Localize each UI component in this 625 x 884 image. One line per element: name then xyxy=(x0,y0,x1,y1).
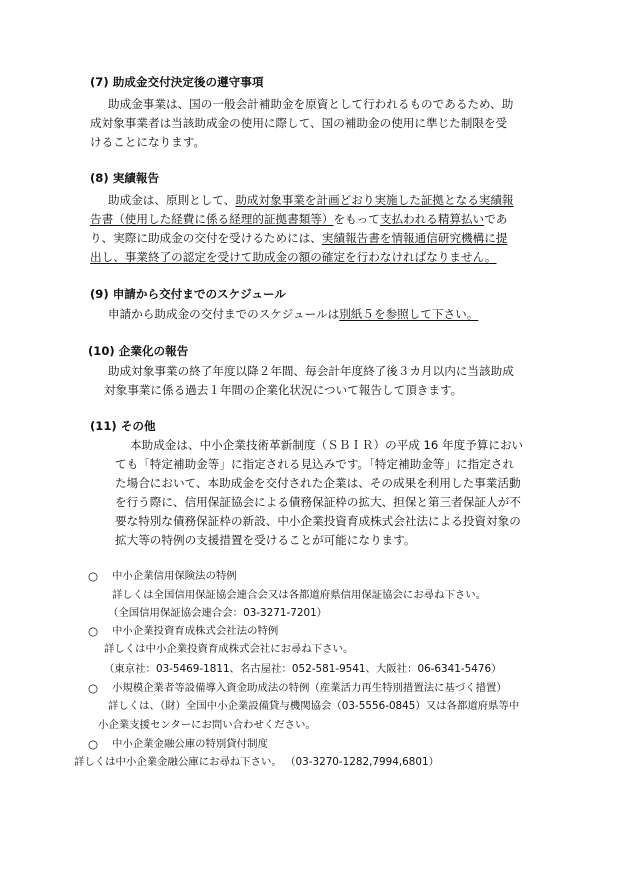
section-7-heading: (7) 助成金交付決定後の遵守事項 xyxy=(90,75,264,89)
section-11-line-3: た場合において、本助成金を交付された企業は、その成果を利用した事業活動 xyxy=(115,476,521,490)
section-7-line-2: 成対象事業者は当該助成金の使用に際して、国の補助金の使用に準じた制限を受 xyxy=(90,116,508,130)
section-7-line-3: けることになります。 xyxy=(90,135,206,149)
section-8-text: 助成金は、原則として、 xyxy=(108,193,236,207)
section-11-line-1: 本助成金は、中小企業技術革新制度（ＳＢＩＲ）の平成 16 年度予算におい xyxy=(130,438,524,452)
section-9-heading: (9) 申請から交付までのスケジュール xyxy=(90,287,286,301)
section-11-line-5: 要な特別な債務保証枠の新設、中小企業投資育成株式会社法による投資対象の xyxy=(115,514,521,528)
bullet-1-line-1: 詳しくは全国信用保証協会連合会又は各都道府県信用保証協会にお尋ね下さい。 xyxy=(112,589,487,601)
bullet-3-title: 小規模企業者等設備導入資金助成法の特例（産業活力再生特別措置法に基づく措置） xyxy=(112,682,507,694)
section-9-line-1 xyxy=(108,306,478,322)
section-11-heading: (11) その他 xyxy=(90,419,156,433)
bullet-4-line-1: 詳しくは中小企業金融公庫にお尋ね下さい。 （03-3270-1282,7994,6801） xyxy=(74,756,439,768)
section-9-text: 申請から助成金の交付までのスケジュールは xyxy=(108,307,340,321)
section-8-text: であ xyxy=(484,212,508,226)
bullet-1-title: 中小企業信用保険法の特例 xyxy=(112,570,237,582)
section-8-line-4: 出し、事業終了の認定を受けて助成金の額の確定を行わなければなりません。 xyxy=(90,250,497,264)
section-8-line-3 xyxy=(90,230,507,246)
section-11-line-2: ても「特定補助金等」に指定される見込みです。「特定補助金等」に指定され xyxy=(115,457,515,471)
section-11-line-4: を行う際に、信用保証協会による債務保証枠の拡大、担保と第三者保証人が不 xyxy=(115,495,521,509)
section-8-underlined-text: 助成対象事業を計画どおり実施した証拠となる実績報 xyxy=(235,193,514,207)
section-8-underlined-text: 告書（使用した経費に係る経理的証拠書類等） xyxy=(90,212,334,226)
bullet-2-title: 中小企業投資育成株式会社法の特例 xyxy=(112,625,279,637)
circle-bullet-icon: ○ xyxy=(88,624,99,638)
section-8-line-2 xyxy=(90,211,507,227)
section-11-line-6: 拡大等の特例の支援措置を受けることが可能になります。 xyxy=(115,533,416,547)
section-8-line-1 xyxy=(108,192,514,208)
circle-bullet-icon: ○ xyxy=(88,569,99,583)
bullet-1-line-2: （全国信用保証協会連合会：03-3271-7201） xyxy=(108,607,328,619)
circle-bullet-icon: ○ xyxy=(88,681,99,695)
section-8-underlined-text: 支払われる精算払い xyxy=(379,212,485,226)
section-10-heading: (10) 企業化の報告 xyxy=(88,344,189,358)
section-7-line-1: 助成金事業は、国の一般会計補助金を原資として行われるものであるため、助 xyxy=(108,97,514,111)
bullet-4-title: 中小企業金融公庫の特別貸付制度 xyxy=(112,738,268,750)
bullet-2-line-1: 詳しくは中小企業投資育成株式会社にお尋ね下さい。 xyxy=(104,643,354,655)
section-10-line-1: 助成対象事業の終了年度以降２年間、毎会計年度終了後３カ月以内に当該助成 xyxy=(108,364,514,378)
section-8-underlined-text: 実績報告書を情報通信研究機構に提 xyxy=(321,231,508,245)
bullet-3-line-1: 詳しくは、（財）全国中小企業設備貸与機関協会（03-5556-0845）又は各都道府県等中 xyxy=(108,700,520,712)
bullet-2-line-2: （東京社：03-5469-1811、名古屋社：052-581-9541、大阪社：06-6341-5476） xyxy=(104,663,502,675)
section-8-heading: (8) 実績報告 xyxy=(90,171,160,185)
section-8-text: をもって xyxy=(333,212,380,226)
bullet-3-line-2: 小企業支援センターにお問い合わせください。 xyxy=(98,719,316,731)
circle-bullet-icon: ○ xyxy=(88,737,99,751)
section-9-underlined-text: 別紙５を参照して下さい。 xyxy=(339,307,479,321)
section-10-line-2: 対象事業に係る過去１年間の企業化状況について報告して頂きます。 xyxy=(104,383,463,397)
section-8-text: り、実際に助成金の交付を受けるためには、 xyxy=(90,231,322,245)
